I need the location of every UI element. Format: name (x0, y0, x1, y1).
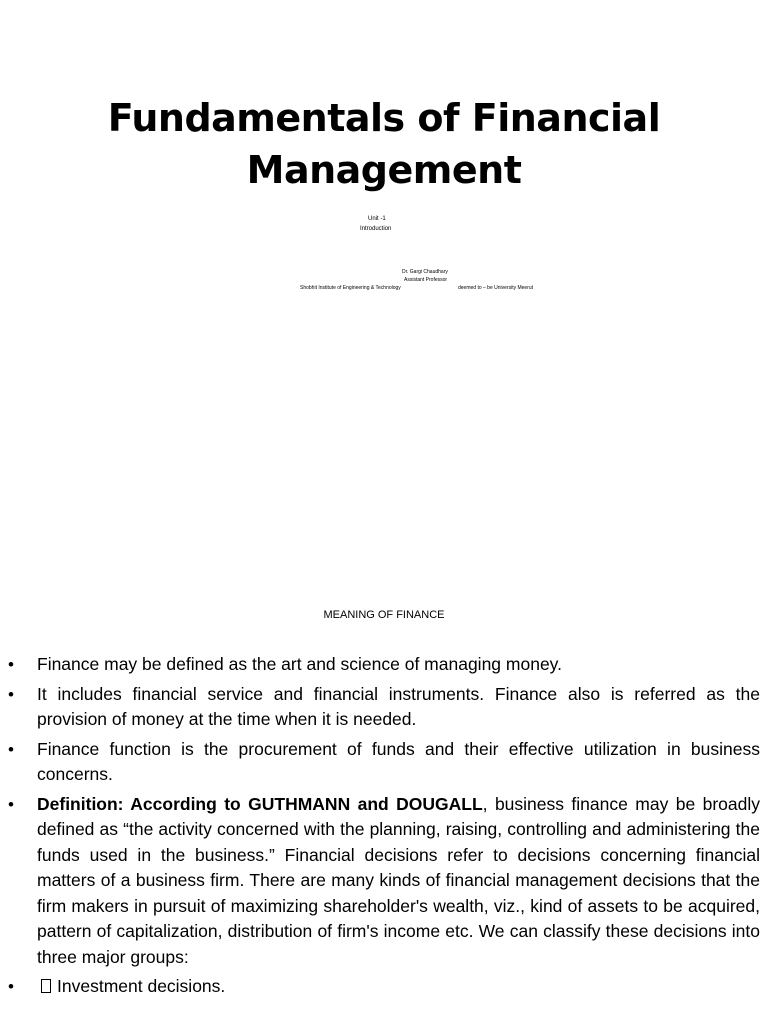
unit-number: Unit -1 (368, 216, 386, 222)
section-heading: MEANING OF FINANCE (323, 609, 445, 621)
list-item (8, 974, 760, 1000)
bullet-dot: • (8, 655, 14, 674)
document-title (0, 92, 768, 196)
list-item-text: Finance function is the procurement of funds and their effective utilization in business concerns. (37, 738, 760, 784)
list-item (8, 652, 760, 678)
author-name: Dr. Gargi Chaudhary (402, 269, 448, 275)
bullet-dot: • (8, 977, 14, 996)
definition-label: Definition: According to GUTHMANN and DOUGALL (37, 793, 483, 814)
unit-name: Introduction (360, 226, 392, 232)
title-line-1: Fundamentals of Financial (107, 96, 661, 140)
author-info (300, 268, 560, 292)
unit-info (360, 214, 391, 234)
list-item (8, 737, 760, 788)
bullet-dot: • (8, 739, 14, 759)
list-item-text: It includes financial service and financial instruments. Finance also is referred as the provision of money at the time when it is needed. (37, 683, 760, 729)
bullet-list (8, 652, 760, 1004)
missing-glyph-icon (41, 979, 51, 993)
author-role: Assistant Professor (404, 277, 448, 283)
bullet-dot: • (8, 684, 14, 704)
author-affiliation (300, 284, 560, 292)
bullet-dot: • (8, 794, 14, 814)
list-item-text: Finance may be defined as the art and science of managing money. (37, 654, 562, 674)
list-item (8, 792, 760, 971)
university-name: deemed to – be University Meerut (458, 285, 534, 291)
list-item-text: Investment decisions. (57, 976, 226, 996)
institute-name: Shobhit Institute of Engineering & Technology (300, 285, 401, 291)
list-item-text: , business finance may be broadly defined as “the activity concerned with the planning, raising, controlling and administering the funds used in the business.” Financial decisions refer to decisions concerning financial matters of a business firm. There are many kinds of financial management decisions that the firm makers in pursuit of maximizing shareholder's wealth, viz., kind of assets to be acquired, pattern of capitalization, distribution of firm's income etc. We can classify these decisions into three major groups: (37, 793, 761, 967)
title-line-2: Management (246, 148, 522, 192)
list-item (8, 682, 760, 733)
